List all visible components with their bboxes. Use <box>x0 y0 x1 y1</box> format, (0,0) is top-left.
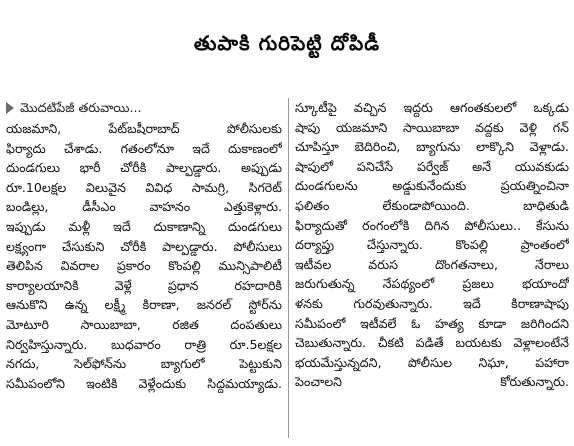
text-line: ఆనుకొని ఉన్న లక్ష్మీ కిరాణా, జనరల్ స్టోర్‌ను <box>6 297 282 313</box>
text-line: నిర్వహిస్తున్నారు. బుధవారం రాత్రి రూ.5లక్షల <box>6 336 282 352</box>
text-line: ఫిర్యాదుతో రంగంలోకి దిగిన పోలీసులు.. కేసును <box>295 217 569 233</box>
text-line: నగదు, సెల్‌ఫోన్‌ను బ్యాగులో పెట్టుకుని <box>6 356 282 372</box>
text-line: దుండగులను అడ్డుకునేందుకు ప్రయత్నించినా <box>295 178 569 194</box>
text-line: చెబుతున్నారు. చీకటి పడితే బయటకు వెళ్లాలంటేనే <box>295 335 569 351</box>
continued-from-front-page <box>6 98 282 118</box>
left-column <box>6 98 282 440</box>
text-line: ళనకు గురవుతున్నారు. ఇదే కిరాణాషాపు <box>295 295 569 311</box>
text-line: ఫిర్యాదు చేశాడు. గతంలోనూ ఇదే దుకాణంలో <box>6 140 282 156</box>
text-line: లక్ష్యంగా చేసుకుని చోరీకి పాల్పడ్డారు. పోలీసులు <box>6 238 282 254</box>
right-column-text <box>295 98 569 392</box>
text-line: మోటూరి సాయిబాబా, రజిత దంపతులు <box>6 316 282 332</box>
text-line: యజమాని, పేట్‌బషీరాబాద్ పోలీసులకు <box>6 121 282 136</box>
text-line: ఫలితం లేకుండాపోయింది. బాధితుడి <box>295 197 569 213</box>
text-line: సమీపంలో ఇటీవలే ఓ హత్య కూడా జరిగిందని <box>295 315 569 331</box>
text-line: ఇటీవల వరుస దొంగతనాలు, నేరాలు <box>295 256 569 272</box>
text-line: ఇప్పుడు మళ్లీ ఇదే దుకాణాన్ని దుండగులు <box>6 218 282 234</box>
text-line: కార్యాలయానికి వెళ్లే ప్రధాన రహదారికి <box>6 277 282 293</box>
text-line: దర్యాప్తు చేస్తున్నారు. కొంపల్లి ప్రాంతంలో <box>295 237 569 253</box>
text-line: షాపు యజమాని సాయిబాబా వద్దకు వెళ్లి గన్ <box>295 119 569 135</box>
text-line: జరుగుతున్న నేపథ్యంలో ప్రజలు భయాందో <box>295 276 569 292</box>
text-line: బండిల్లు, డీసీఎం వాహనం ఎత్తుకెళ్లారు. <box>6 199 282 215</box>
text-line: సమీపంలోని ఇంటికి వెళ్లేందుకు సిద్ధమయ్యాడు. <box>6 375 282 391</box>
text-line: పెంచాలని కోరుతున్నారు. <box>295 374 569 390</box>
continued-label: మొదటిపేజీ తరువాయి... <box>20 100 142 116</box>
headline: తుపాకి గురిపెట్టి దోపిడీ <box>193 30 381 55</box>
left-column-text <box>6 119 282 393</box>
triangle-marker-icon <box>6 102 14 114</box>
text-line: తెలిపిన వివరాల ప్రకారం కొంపల్లి మున్సిపాలిటీ <box>6 258 282 274</box>
text-line: షాపులో పనిచేసే పర్వేజ్ అనే యువకుడు <box>295 158 569 174</box>
column-divider <box>288 98 289 438</box>
text-line: చూపిస్తూ బెదిరించి, బ్యాగును లాక్కొని వెళ్లాడు. <box>295 139 569 155</box>
text-line: స్కూటీపై వచ్చిన ఇద్దరు ఆగంతకులలో ఒక్కడు <box>295 100 569 115</box>
right-column <box>295 98 569 440</box>
text-line: భయమేస్తున్నదని, పోలీసుల నిఘా, పహారా <box>295 354 569 370</box>
text-line: రూ.10లక్షల విలువైన వివిధ సామగ్రి, సిగరెట్ <box>6 179 282 195</box>
text-line: దుండగులు భారీ చోరీకి పాల్పడ్డారు. అప్పుడు <box>6 160 282 176</box>
